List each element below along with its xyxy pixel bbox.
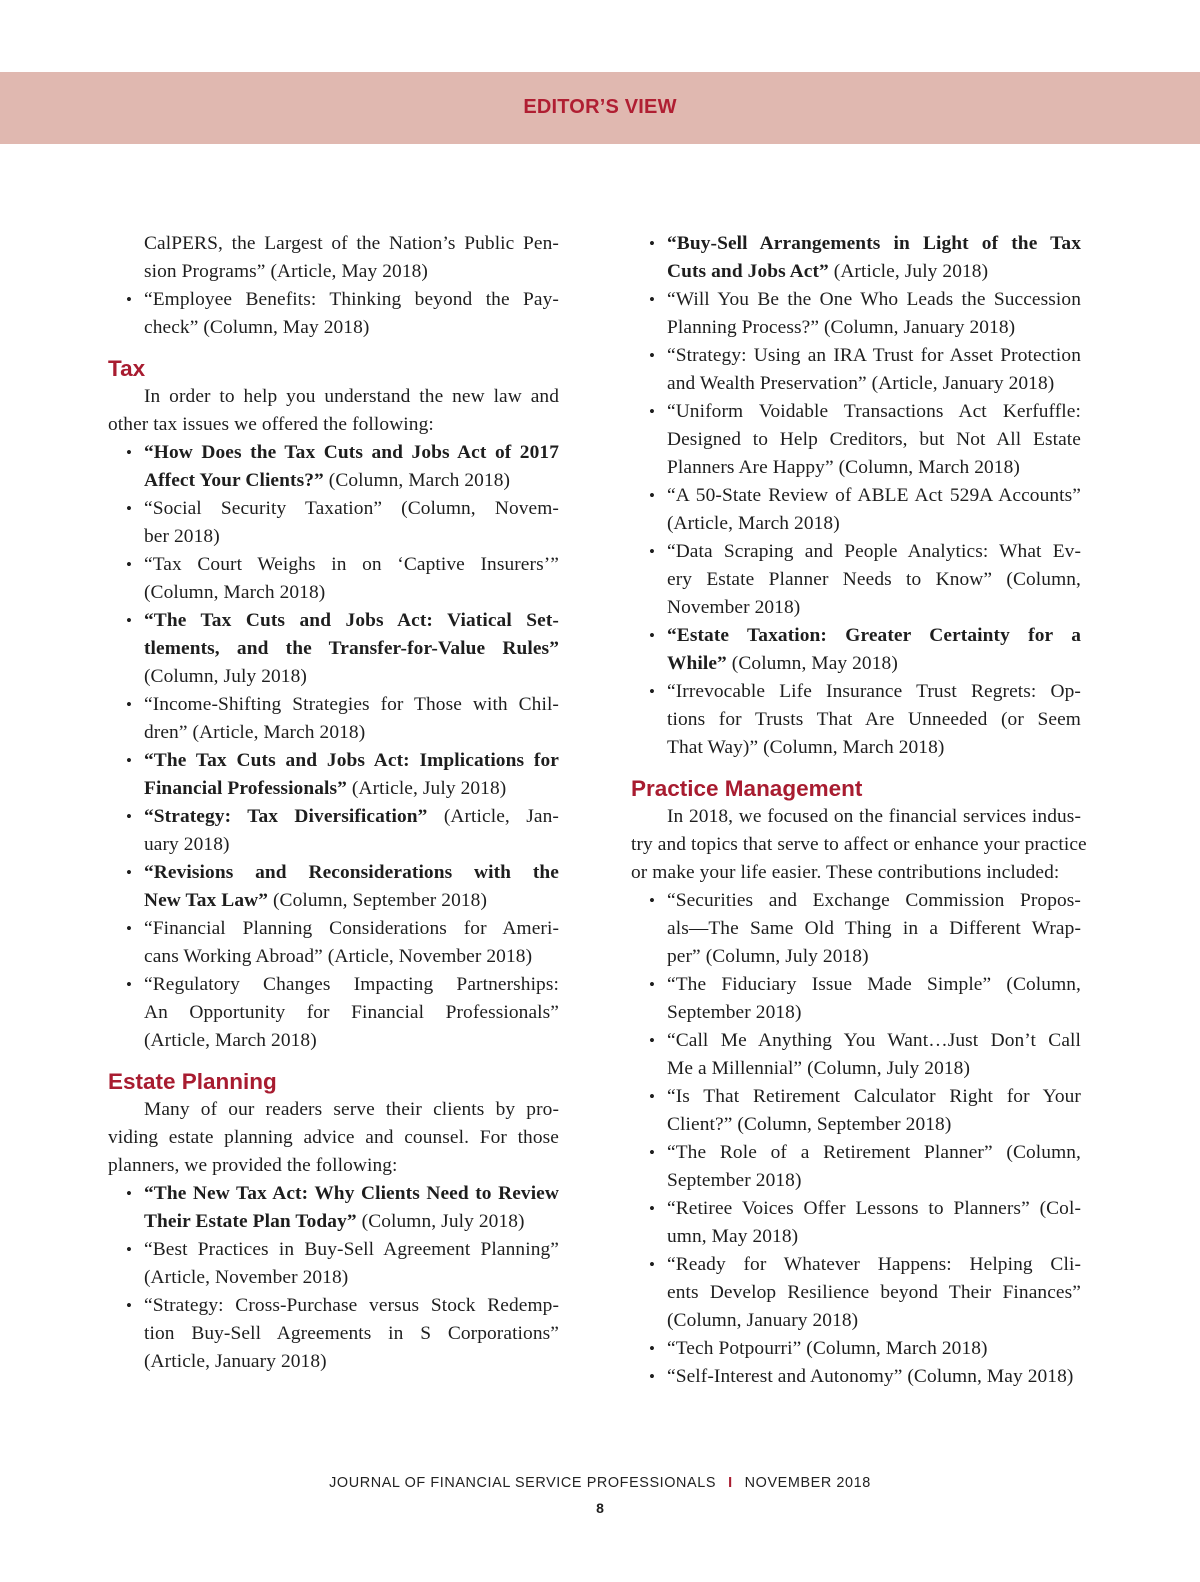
list-item-line (631, 1167, 1081, 1195)
bullet-icon: • (126, 1240, 133, 1259)
citation-text: “Best Practices in Buy-Sell Agreement Planning” (144, 1239, 559, 1260)
citation-text: “Uniform Voidable Transactions Act Kerfuffle: (667, 401, 1081, 422)
list-item (631, 482, 1081, 538)
citation-text: “Tax Court Weighs in on ‘Captive Insurers’” (144, 554, 559, 575)
list-item (108, 1180, 559, 1236)
list-item (108, 286, 559, 342)
text-line (108, 258, 559, 286)
list-item-line (108, 286, 559, 314)
list-item-line (631, 1363, 1081, 1391)
list-item-line (631, 971, 1081, 999)
citation-text: “Securities and Exchange Commission Propos- (667, 890, 1081, 911)
citation-text: (Column, March 2018) (323, 470, 511, 491)
citation-text: uary 2018) (144, 834, 230, 855)
citation-text: (Article, January 2018) (144, 1351, 327, 1372)
citation-text: “Is That Retirement Calculator Right for Your (667, 1086, 1081, 1107)
list-item-line (108, 1180, 559, 1208)
list-item (631, 678, 1081, 762)
list-item-line (631, 622, 1081, 650)
bold-title-text: Affect Your Clients?” (144, 470, 324, 491)
list-item-line (631, 1195, 1081, 1223)
citation-text: “Strategy: Cross-Purchase versus Stock Redemp- (144, 1295, 559, 1316)
citation-text: and Wealth Preservation” (Article, January 2018) (667, 373, 1055, 394)
citation-text: “A 50-State Review of ABLE Act 529A Accounts” (667, 485, 1081, 506)
citation-text: check” (Column, May 2018) (144, 317, 370, 338)
list-item (631, 230, 1081, 286)
bold-title-text: “How Does the Tax Cuts and Jobs Act of 2017 (144, 442, 559, 463)
right-column (631, 230, 1087, 1391)
intro-continuation (108, 230, 559, 286)
citation-text: “Tech Potpourri” (Column, March 2018) (667, 1338, 988, 1359)
list-item-line (108, 1208, 559, 1236)
line-text: sion Programs” (Article, May 2018) (144, 261, 428, 282)
list-item-line (631, 1027, 1081, 1055)
list-item-line (108, 1348, 559, 1376)
line-text: or make your life easier. These contributions included: (631, 862, 1060, 883)
practice-management-intro (631, 803, 1087, 887)
list-item (631, 286, 1081, 342)
list-item-line (108, 999, 559, 1027)
list-item-line (108, 887, 559, 915)
list-item-line (631, 286, 1081, 314)
bullet-icon: • (649, 1339, 656, 1358)
citation-text: September 2018) (667, 1170, 802, 1191)
citation-text: “Call Me Anything You Want…Just Don’t Call (667, 1030, 1081, 1051)
line-text: try and topics that serve to affect or enhance your practice (631, 834, 1087, 855)
citation-text: “Self-Interest and Autonomy” (Column, May 2018) (667, 1366, 1074, 1387)
tax-list (108, 439, 559, 1055)
bullet-icon: • (126, 443, 133, 462)
list-item (631, 342, 1081, 398)
citation-text: Client?” (Column, September 2018) (667, 1114, 952, 1135)
list-item-line (631, 1335, 1081, 1363)
bullet-icon: • (649, 402, 656, 421)
bullet-icon: • (126, 499, 133, 518)
list-item (631, 1027, 1081, 1083)
bold-title-text: “The Tax Cuts and Jobs Act: Implications for (144, 750, 559, 771)
paragraph-line (631, 859, 1081, 887)
bullet-icon: • (649, 1255, 656, 1274)
paragraph-line (108, 1124, 559, 1152)
list-item-line (108, 1320, 559, 1348)
citation-text: “Regulatory Changes Impacting Partnerships: (144, 974, 559, 995)
list-item (108, 1292, 559, 1376)
citation-text: November 2018) (667, 597, 801, 618)
bullet-icon: • (126, 290, 133, 309)
paragraph-line (108, 1152, 559, 1180)
issue-date: NOVEMBER 2018 (744, 1475, 871, 1491)
list-item-line (631, 258, 1081, 286)
bullet-icon: • (649, 1367, 656, 1386)
intro-list (108, 286, 559, 342)
bullet-icon: • (649, 682, 656, 701)
list-item (631, 1083, 1081, 1139)
bullet-icon: • (126, 975, 133, 994)
list-item-line (108, 314, 559, 342)
list-item-line (108, 439, 559, 467)
bullet-icon: • (126, 695, 133, 714)
citation-text: Me a Millennial” (Column, July 2018) (667, 1058, 971, 1079)
estate-planning-heading: Estate Planning (108, 1069, 277, 1094)
bold-title-text: Financial Professionals” (144, 778, 347, 799)
list-item-line (631, 370, 1081, 398)
bold-title-text: “Strategy: Tax Diversification” (144, 806, 428, 827)
paragraph-line (108, 1096, 559, 1124)
list-item (108, 747, 559, 803)
list-item-line (631, 594, 1081, 622)
list-item-line (108, 663, 559, 691)
paragraph-line (108, 411, 559, 439)
list-item (631, 1363, 1081, 1391)
citation-text: (Article, July 2018) (346, 778, 507, 799)
list-item (631, 1251, 1081, 1335)
list-item (631, 1195, 1081, 1251)
bullet-icon: • (126, 863, 133, 882)
list-item-line (108, 775, 559, 803)
bullet-icon: • (649, 542, 656, 561)
list-item-line (631, 342, 1081, 370)
list-item-line (631, 999, 1081, 1027)
list-item-line (631, 426, 1081, 454)
citation-text: als—The Same Old Thing in a Different Wrap- (667, 918, 1081, 939)
list-item-line (631, 1279, 1081, 1307)
bold-title-text: “Estate Taxation: Greater Certainty for a (667, 625, 1081, 646)
citation-text: Planning Process?” (Column, January 2018) (667, 317, 1016, 338)
list-item-line (631, 1083, 1081, 1111)
list-item-line (108, 803, 559, 831)
citation-text: (Article, March 2018) (667, 513, 840, 534)
line-text: other tax issues we offered the following: (108, 414, 434, 435)
citation-text: dren” (Article, March 2018) (144, 722, 366, 743)
bold-title-text: tlements, and the Transfer-for-Value Rules” (144, 638, 559, 659)
bold-title-text: Cuts and Jobs Act” (667, 261, 829, 282)
list-item-line (631, 1223, 1081, 1251)
citation-text: ber 2018) (144, 526, 220, 547)
list-item-line (631, 454, 1081, 482)
citation-text: “The Fiduciary Issue Made Simple” (Column, (667, 974, 1081, 995)
list-item-line (631, 1139, 1081, 1167)
list-item (108, 971, 559, 1055)
list-item-line (108, 943, 559, 971)
line-text: Many of our readers serve their clients by pro- (144, 1099, 559, 1120)
list-item (108, 859, 559, 915)
list-item (108, 607, 559, 691)
bullet-icon: • (649, 1087, 656, 1106)
page-number: 8 (596, 1500, 604, 1516)
list-item-line (108, 1292, 559, 1320)
citation-text: An Opportunity for Financial Professionals” (144, 1002, 559, 1023)
list-item-line (108, 747, 559, 775)
paragraph-line (631, 803, 1081, 831)
bold-title-text: “Revisions and Reconsiderations with the (144, 862, 559, 883)
list-item (631, 971, 1081, 1027)
bullet-icon: • (649, 891, 656, 910)
bullet-icon: • (649, 234, 656, 253)
citation-text: tion Buy-Sell Agreements in S Corporations” (144, 1323, 559, 1344)
list-item (108, 551, 559, 607)
bold-title-text: “The Tax Cuts and Jobs Act: Viatical Set- (144, 610, 559, 631)
practice-management-heading: Practice Management (631, 776, 863, 801)
list-item-line (631, 398, 1081, 426)
list-item-line (631, 650, 1081, 678)
citation-text: Planners Are Happy” (Column, March 2018) (667, 457, 1020, 478)
citation-text: ery Estate Planner Needs to Know” (Column, (667, 569, 1081, 590)
citation-text: (Article, November 2018) (144, 1267, 349, 1288)
bullet-icon: • (126, 807, 133, 826)
estate-planning-intro (108, 1096, 559, 1180)
citation-text: (Article, Jan- (427, 806, 559, 827)
line-text: In order to help you understand the new law and (144, 386, 559, 407)
tax-intro (108, 383, 559, 439)
citation-text: “Financial Planning Considerations for Ameri- (144, 918, 559, 939)
list-item-line (108, 467, 559, 495)
list-item-line (108, 1027, 559, 1055)
list-item-line (108, 915, 559, 943)
citation-text: “Data Scraping and People Analytics: What Ev- (667, 541, 1081, 562)
list-item-line (631, 887, 1081, 915)
citation-text: (Column, January 2018) (667, 1310, 859, 1331)
citation-text: “Social Security Taxation” (Column, Novem- (144, 498, 559, 519)
list-item-line (108, 635, 559, 663)
list-item-line (631, 230, 1081, 258)
citation-text: (Article, July 2018) (828, 261, 989, 282)
line-text: CalPERS, the Largest of the Nation’s Public Pen- (144, 233, 559, 254)
list-item (108, 1236, 559, 1292)
list-item-line (631, 915, 1081, 943)
list-item-line (631, 482, 1081, 510)
list-item-line (108, 495, 559, 523)
citation-text: ents Develop Resilience beyond Their Finances” (667, 1282, 1081, 1303)
list-item (108, 691, 559, 747)
citation-text: (Column, July 2018) (356, 1211, 525, 1232)
footer (0, 1475, 1200, 1491)
bullet-icon: • (649, 1199, 656, 1218)
bold-title-text: “The New Tax Act: Why Clients Need to Review (144, 1183, 559, 1204)
list-item-line (108, 1264, 559, 1292)
list-item-line (631, 314, 1081, 342)
list-item-line (631, 734, 1081, 762)
list-item-line (108, 971, 559, 999)
bullet-icon: • (126, 919, 133, 938)
list-item-line (631, 706, 1081, 734)
list-item-line (108, 831, 559, 859)
citation-text: “Irrevocable Life Insurance Trust Regrets: Op- (667, 681, 1081, 702)
list-item-line (631, 1055, 1081, 1083)
list-item-line (108, 551, 559, 579)
citation-text: (Column, May 2018) (726, 653, 898, 674)
citation-text: “Strategy: Using an IRA Trust for Asset Protection (667, 345, 1081, 366)
citation-text: That Way)” (Column, March 2018) (667, 737, 945, 758)
practice-management-list (631, 887, 1081, 1391)
text-line (108, 230, 559, 258)
list-item-line (631, 1307, 1081, 1335)
line-text: viding estate planning advice and counsel. For those (108, 1127, 559, 1148)
list-item (108, 439, 559, 495)
paragraph-line (108, 383, 559, 411)
line-text: planners, we provided the following: (108, 1155, 398, 1176)
citation-text: “The Role of a Retirement Planner” (Column, (667, 1142, 1081, 1163)
footer-separator: I (728, 1475, 733, 1491)
bullet-icon: • (126, 611, 133, 630)
bold-title-text: New Tax Law” (144, 890, 269, 911)
citation-text: “Ready for Whatever Happens: Helping Cli- (667, 1254, 1081, 1275)
list-item-line (108, 523, 559, 551)
citation-text: Designed to Help Creditors, but Not All Estate (667, 429, 1081, 450)
citation-text: September 2018) (667, 1002, 802, 1023)
line-text: In 2018, we focused on the financial services indus- (667, 806, 1081, 827)
list-item-line (631, 538, 1081, 566)
list-item-line (108, 579, 559, 607)
list-item-line (108, 691, 559, 719)
list-item (108, 803, 559, 859)
citation-text: cans Working Abroad” (Article, November 2018) (144, 946, 533, 967)
citation-text: (Column, March 2018) (144, 582, 326, 603)
citation-text: “Income-Shifting Strategies for Those with Chil- (144, 694, 559, 715)
citation-text: “Retiree Voices Offer Lessons to Planners” (Col- (667, 1198, 1081, 1219)
left-column (108, 230, 559, 1376)
list-item (108, 915, 559, 971)
estate-planning-list (108, 1180, 559, 1376)
list-item-line (108, 1236, 559, 1264)
bullet-icon: • (649, 486, 656, 505)
citation-text: “Employee Benefits: Thinking beyond the Pay- (144, 289, 559, 310)
list-item-line (631, 566, 1081, 594)
tax-heading: Tax (108, 356, 146, 381)
bold-title-text: “Buy-Sell Arrangements in Light of the Tax (667, 233, 1081, 254)
bullet-icon: • (649, 975, 656, 994)
list-item (631, 622, 1081, 678)
bullet-icon: • (126, 1296, 133, 1315)
bullet-icon: • (649, 346, 656, 365)
bullet-icon: • (649, 1143, 656, 1162)
list-item (108, 495, 559, 551)
citation-text: tions for Trusts That Are Unneeded (or Seem (667, 709, 1081, 730)
list-item-line (631, 510, 1081, 538)
list-item-line (108, 859, 559, 887)
citation-text: (Column, July 2018) (144, 666, 307, 687)
list-item (631, 887, 1081, 971)
citation-text: umn, May 2018) (667, 1226, 799, 1247)
list-item (631, 398, 1081, 482)
list-item-line (108, 719, 559, 747)
bullet-icon: • (649, 290, 656, 309)
journal-name: JOURNAL OF FINANCIAL SERVICE PROFESSIONALS (329, 1475, 717, 1491)
list-item (631, 538, 1081, 622)
list-item (631, 1335, 1081, 1363)
list-item-line (631, 1251, 1081, 1279)
list-item-line (631, 1111, 1081, 1139)
citation-text: (Column, September 2018) (268, 890, 488, 911)
paragraph-line (631, 831, 1087, 859)
citation-text: per” (Column, July 2018) (667, 946, 869, 967)
bullet-icon: • (649, 626, 656, 645)
bullet-icon: • (126, 751, 133, 770)
bullet-icon: • (126, 1184, 133, 1203)
bold-title-text: While” (667, 653, 727, 674)
bold-title-text: Their Estate Plan Today” (144, 1211, 357, 1232)
list-item (631, 1139, 1081, 1195)
estate-planning-list-continued (631, 230, 1081, 762)
list-item-line (108, 607, 559, 635)
citation-text: (Article, March 2018) (144, 1030, 317, 1051)
citation-text: “Will You Be the One Who Leads the Succession (667, 289, 1081, 310)
bullet-icon: • (126, 555, 133, 574)
bullet-icon: • (649, 1031, 656, 1050)
section-title: EDITOR’S VIEW (523, 96, 677, 118)
list-item-line (631, 943, 1081, 971)
list-item-line (631, 678, 1081, 706)
